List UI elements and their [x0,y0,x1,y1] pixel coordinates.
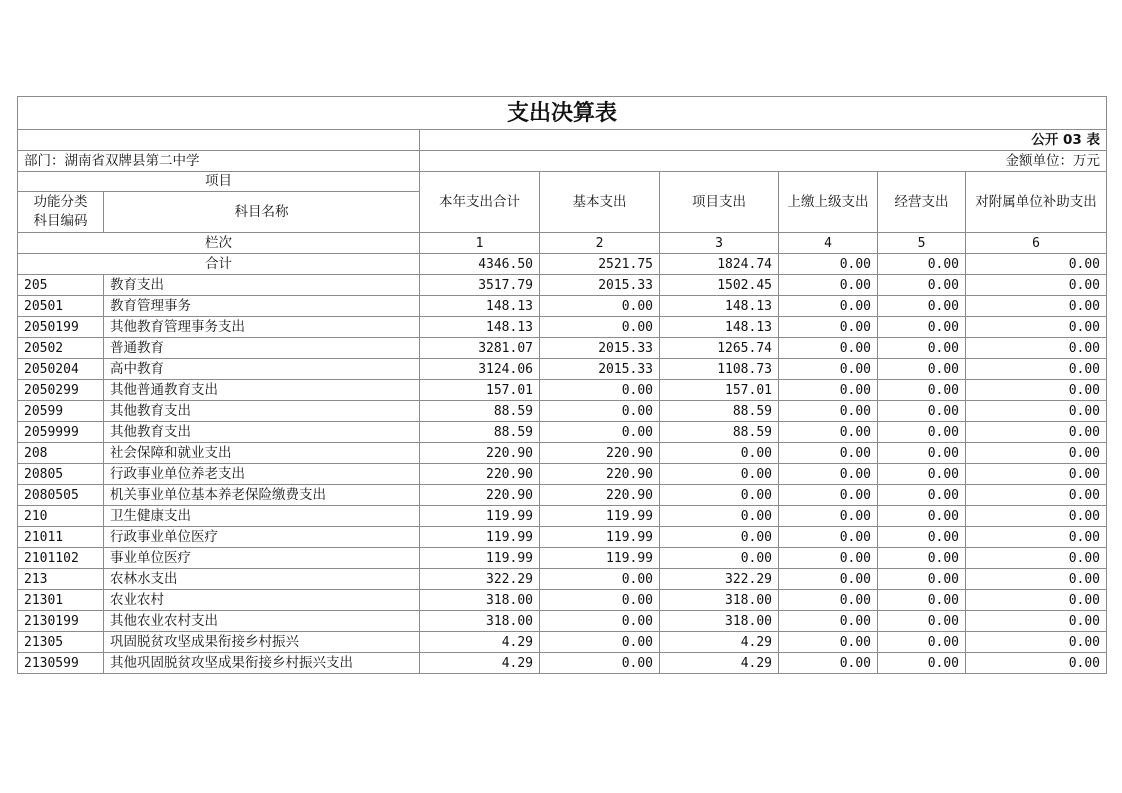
table-row [18,527,1107,548]
table-row [18,653,1107,674]
header-func-code: 功能分类 科目编码 [18,192,104,233]
row-value: 4.29 [420,632,540,653]
row-code: 213 [18,569,104,590]
row-value: 220.90 [420,443,540,464]
row-value: 88.59 [420,401,540,422]
row-value: 220.90 [420,464,540,485]
header-col-basic: 基本支出 [540,172,660,233]
row-value: 0.00 [660,527,779,548]
row-value: 2015.33 [540,338,660,359]
row-code: 2101102 [18,548,104,569]
row-value: 0.00 [878,653,966,674]
total-value: 0.00 [878,254,966,275]
row-value: 0.00 [779,569,878,590]
row-value: 0.00 [779,632,878,653]
header-item: 项目 [18,172,420,192]
row-value: 0.00 [779,275,878,296]
row-value: 322.29 [420,569,540,590]
row-value: 0.00 [779,317,878,338]
row-value: 220.90 [540,443,660,464]
total-value: 0.00 [779,254,878,275]
row-value: 4.29 [660,653,779,674]
row-value: 0.00 [966,317,1107,338]
table-row [18,548,1107,569]
row-value: 0.00 [878,632,966,653]
col-index: 2 [540,233,660,254]
row-code: 20501 [18,296,104,317]
row-value: 88.59 [660,401,779,422]
table-row [18,506,1107,527]
row-value: 0.00 [779,443,878,464]
row-value: 0.00 [779,653,878,674]
row-value: 0.00 [966,359,1107,380]
row-value: 148.13 [660,296,779,317]
row-value: 0.00 [966,590,1107,611]
row-name: 其他教育管理事务支出 [104,317,420,338]
col-index: 3 [660,233,779,254]
row-value: 0.00 [966,548,1107,569]
row-value: 0.00 [878,485,966,506]
row-value: 318.00 [660,611,779,632]
table-row [18,569,1107,590]
table-row [18,422,1107,443]
row-value: 0.00 [540,569,660,590]
row-value: 0.00 [966,296,1107,317]
row-value: 1265.74 [660,338,779,359]
table-title: 支出决算表 [18,97,1107,130]
row-code: 20805 [18,464,104,485]
row-value: 0.00 [540,422,660,443]
row-value: 0.00 [966,422,1107,443]
row-value: 2015.33 [540,275,660,296]
row-value: 0.00 [878,380,966,401]
row-value: 0.00 [878,338,966,359]
col-index-label: 栏次 [18,233,420,254]
row-value: 4.29 [660,632,779,653]
row-value: 0.00 [540,296,660,317]
row-name: 其他教育支出 [104,422,420,443]
table-row [18,611,1107,632]
row-value: 0.00 [660,443,779,464]
row-value: 0.00 [966,443,1107,464]
row-code: 2050299 [18,380,104,401]
row-value: 0.00 [779,527,878,548]
row-value: 0.00 [779,359,878,380]
row-value: 0.00 [779,548,878,569]
row-code: 2050199 [18,317,104,338]
row-value: 0.00 [660,548,779,569]
row-value: 0.00 [779,506,878,527]
row-value: 119.99 [420,548,540,569]
header-col-remit: 上缴上级支出 [779,172,878,233]
row-value: 0.00 [779,422,878,443]
row-value: 0.00 [966,527,1107,548]
row-name: 教育管理事务 [104,296,420,317]
header-col-total: 本年支出合计 [420,172,540,233]
row-value: 318.00 [420,590,540,611]
row-value: 0.00 [966,464,1107,485]
blank-cell [18,130,420,151]
row-value: 119.99 [540,506,660,527]
row-value: 0.00 [540,611,660,632]
row-value: 0.00 [878,611,966,632]
row-name: 社会保障和就业支出 [104,443,420,464]
row-code: 20599 [18,401,104,422]
row-value: 0.00 [540,590,660,611]
row-value: 1108.73 [660,359,779,380]
table-row [18,275,1107,296]
row-name: 其他巩固脱贫攻坚成果衔接乡村振兴支出 [104,653,420,674]
row-value: 148.13 [420,296,540,317]
row-value: 0.00 [966,506,1107,527]
row-name: 教育支出 [104,275,420,296]
row-value: 0.00 [540,653,660,674]
row-code: 2050204 [18,359,104,380]
row-value: 88.59 [660,422,779,443]
row-value: 3124.06 [420,359,540,380]
row-value: 0.00 [966,380,1107,401]
row-value: 119.99 [420,527,540,548]
row-value: 0.00 [966,569,1107,590]
row-name: 农林水支出 [104,569,420,590]
row-value: 0.00 [878,464,966,485]
table-row [18,359,1107,380]
row-value: 220.90 [540,464,660,485]
total-label: 合计 [18,254,420,275]
header-col-operating: 经营支出 [878,172,966,233]
row-code: 21305 [18,632,104,653]
expenditure-table [17,96,1107,674]
row-value: 0.00 [878,296,966,317]
row-name: 巩固脱贫攻坚成果衔接乡村振兴 [104,632,420,653]
row-value: 157.01 [420,380,540,401]
row-value: 0.00 [540,632,660,653]
row-value: 3517.79 [420,275,540,296]
row-value: 220.90 [540,485,660,506]
row-value: 0.00 [779,338,878,359]
header-col-project: 项目支出 [660,172,779,233]
col-index: 1 [420,233,540,254]
row-value: 0.00 [779,464,878,485]
row-value: 0.00 [779,380,878,401]
row-value: 0.00 [878,401,966,422]
col-index: 6 [966,233,1107,254]
row-name: 其他农业农村支出 [104,611,420,632]
col-index: 4 [779,233,878,254]
row-name: 行政事业单位医疗 [104,527,420,548]
expenditure-table-sheet [17,96,1106,674]
table-row [18,380,1107,401]
row-value: 220.90 [420,485,540,506]
row-value: 0.00 [660,464,779,485]
row-name: 其他普通教育支出 [104,380,420,401]
row-value: 0.00 [878,569,966,590]
row-value: 1502.45 [660,275,779,296]
amount-unit-label: 金额单位：万元 [420,151,1107,172]
row-value: 148.13 [420,317,540,338]
row-code: 21301 [18,590,104,611]
row-value: 0.00 [966,632,1107,653]
total-row [18,254,1107,275]
row-value: 0.00 [779,401,878,422]
row-value: 0.00 [779,611,878,632]
row-value: 119.99 [420,506,540,527]
row-value: 119.99 [540,548,660,569]
row-value: 0.00 [540,380,660,401]
row-value: 157.01 [660,380,779,401]
row-name: 卫生健康支出 [104,506,420,527]
row-value: 318.00 [660,590,779,611]
row-value: 0.00 [878,548,966,569]
table-row [18,590,1107,611]
row-value: 0.00 [966,485,1107,506]
row-value: 0.00 [966,653,1107,674]
row-name: 其他教育支出 [104,401,420,422]
department-label: 部门：湖南省双牌县第二中学 [18,151,420,172]
row-code: 20502 [18,338,104,359]
row-value: 0.00 [878,275,966,296]
total-value: 2521.75 [540,254,660,275]
form-number: 公开 03 表 [420,130,1107,151]
row-value: 2015.33 [540,359,660,380]
table-row [18,338,1107,359]
row-value: 0.00 [966,338,1107,359]
row-code: 210 [18,506,104,527]
header-subject-name: 科目名称 [104,192,420,233]
row-value: 0.00 [966,611,1107,632]
row-value: 0.00 [878,317,966,338]
row-value: 3281.07 [420,338,540,359]
table-row [18,632,1107,653]
row-value: 0.00 [540,401,660,422]
row-name: 农业农村 [104,590,420,611]
row-name: 高中教育 [104,359,420,380]
table-row [18,485,1107,506]
row-value: 0.00 [878,359,966,380]
total-value: 4346.50 [420,254,540,275]
row-value: 0.00 [660,485,779,506]
row-value: 0.00 [779,296,878,317]
row-value: 322.29 [660,569,779,590]
row-value: 88.59 [420,422,540,443]
row-value: 0.00 [660,506,779,527]
table-row [18,443,1107,464]
row-value: 0.00 [878,506,966,527]
row-code: 205 [18,275,104,296]
row-code: 2059999 [18,422,104,443]
table-row [18,317,1107,338]
row-value: 0.00 [878,590,966,611]
row-value: 148.13 [660,317,779,338]
row-value: 0.00 [878,422,966,443]
row-value: 318.00 [420,611,540,632]
table-row [18,401,1107,422]
row-name: 机关事业单位基本养老保险缴费支出 [104,485,420,506]
row-value: 0.00 [878,443,966,464]
row-value: 0.00 [779,590,878,611]
col-index: 5 [878,233,966,254]
table-row [18,464,1107,485]
row-code: 2080505 [18,485,104,506]
row-value: 0.00 [540,317,660,338]
row-code: 2130599 [18,653,104,674]
row-value: 0.00 [779,485,878,506]
row-code: 2130199 [18,611,104,632]
header-col-subsidy: 对附属单位补助支出 [966,172,1107,233]
row-value: 0.00 [966,401,1107,422]
row-name: 事业单位医疗 [104,548,420,569]
row-value: 0.00 [966,275,1107,296]
row-value: 4.29 [420,653,540,674]
row-value: 0.00 [878,527,966,548]
row-name: 普通教育 [104,338,420,359]
total-value: 0.00 [966,254,1107,275]
row-code: 208 [18,443,104,464]
table-row [18,296,1107,317]
total-value: 1824.74 [660,254,779,275]
row-name: 行政事业单位养老支出 [104,464,420,485]
row-value: 119.99 [540,527,660,548]
row-code: 21011 [18,527,104,548]
